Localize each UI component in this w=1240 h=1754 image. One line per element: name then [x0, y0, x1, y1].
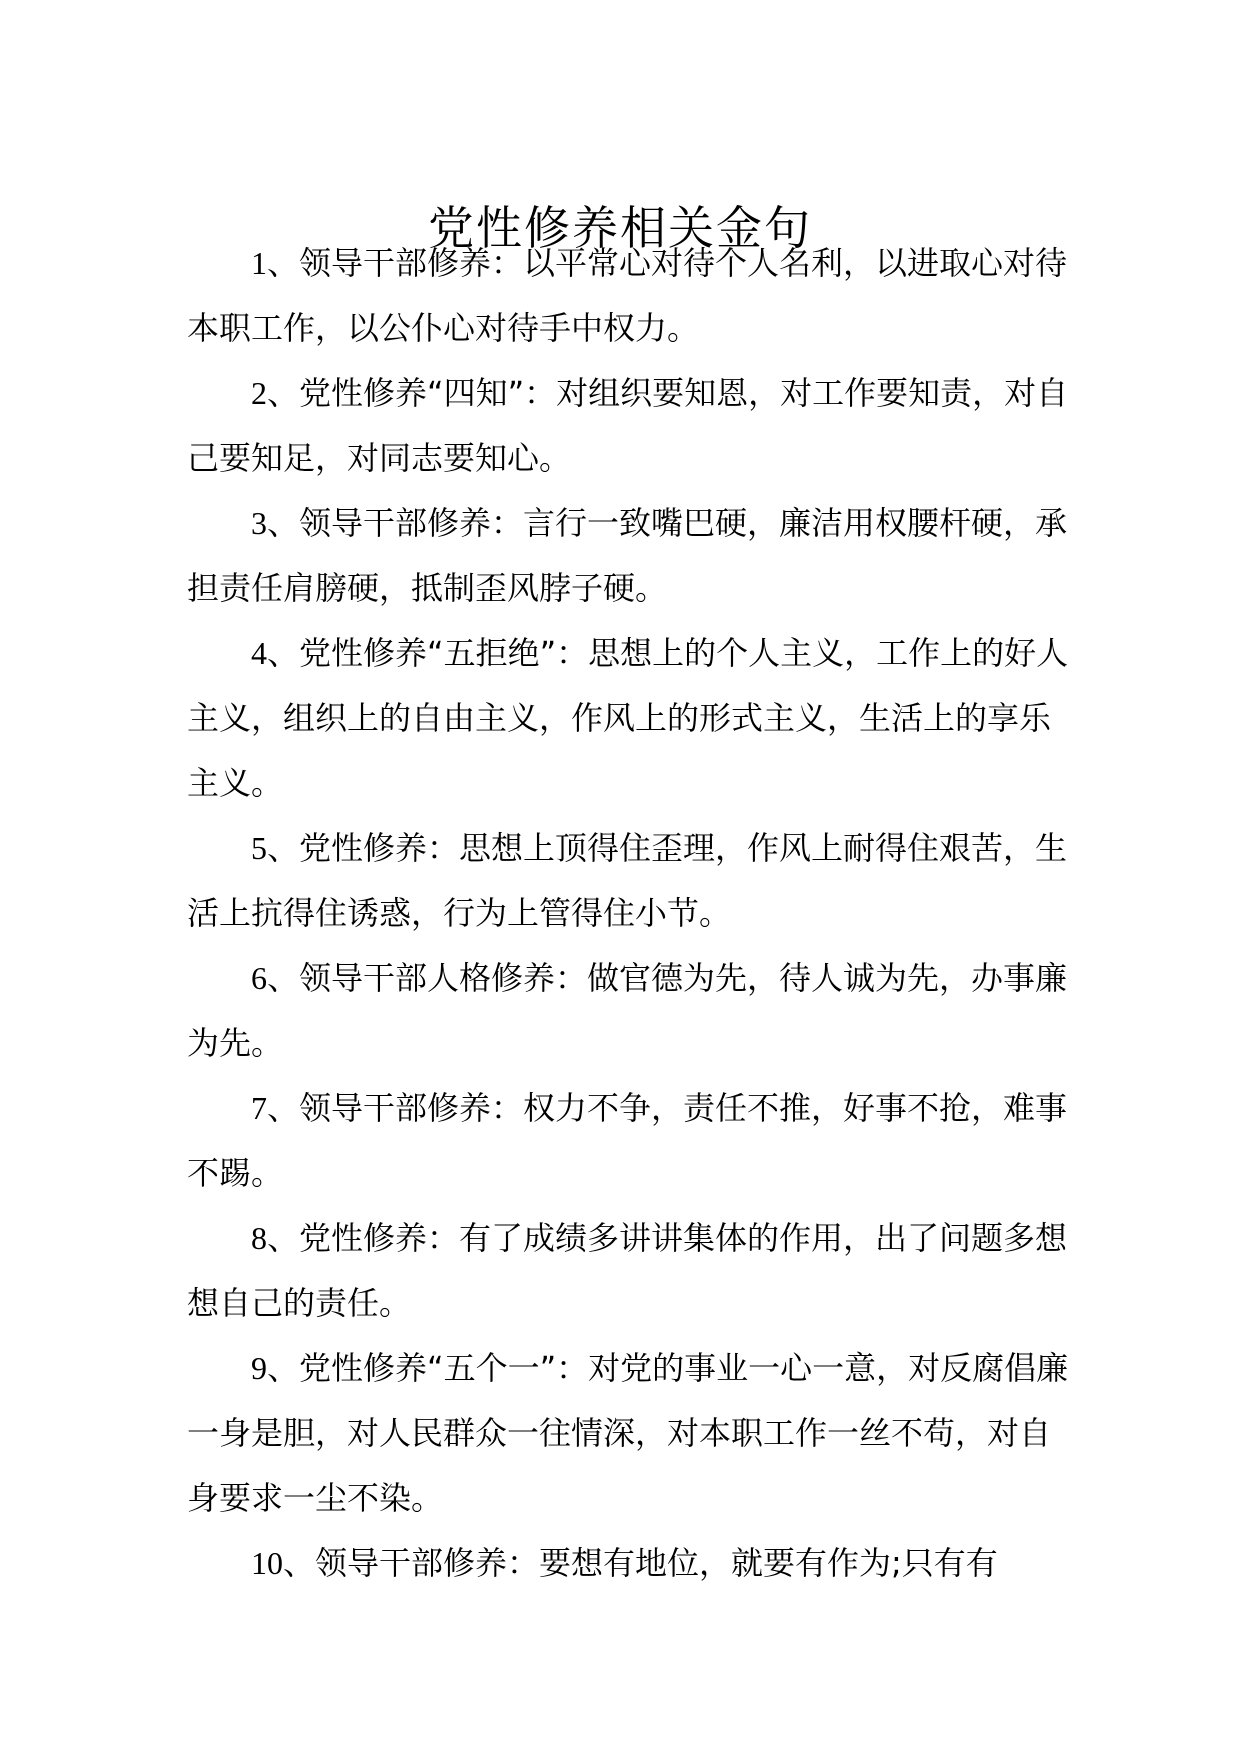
- item-number: 1: [251, 245, 267, 281]
- item-number: 9: [251, 1350, 267, 1386]
- item-number: 7: [251, 1090, 267, 1126]
- list-item: [187, 1076, 1072, 1206]
- list-item: [187, 1336, 1072, 1531]
- item-text: 、领导干部人格修养：做官德为先，待人诚为先，办事廉为先。: [187, 959, 1068, 1062]
- list-item: [187, 361, 1072, 491]
- item-number: 5: [251, 830, 267, 866]
- item-number: 8: [251, 1220, 267, 1256]
- item-number: 10: [251, 1545, 283, 1581]
- item-text: 、党性修养“四知”：对组织要知恩，对工作要知责，对自己要知足，对同志要知心。: [187, 374, 1069, 477]
- list-item: [187, 491, 1072, 621]
- document-body: [187, 231, 1072, 1596]
- item-text: 、党性修养：思想上顶得住歪理，作风上耐得住艰苦，生活上抗得住诱惑，行为上管得住小节。: [187, 829, 1068, 932]
- item-number: 3: [251, 505, 267, 541]
- list-item: [187, 1206, 1072, 1336]
- item-text: 、领导干部修养：要想有地位，就要有作为;只有有: [283, 1544, 998, 1582]
- item-text: 、党性修养：有了成绩多讲讲集体的作用，出了问题多想想自己的责任。: [187, 1219, 1068, 1322]
- list-item: [187, 816, 1072, 946]
- item-number: 4: [251, 635, 267, 671]
- list-item: [187, 1531, 1072, 1596]
- document-title: 党性修养相关金句: [428, 200, 812, 255]
- item-number: 6: [251, 960, 267, 996]
- item-text: 、党性修养“五个一”：对党的事业一心一意，对反腐倡廉一身是胆，对人民群众一往情深，对本职工作一丝不苟，对自身要求一尘不染。: [187, 1349, 1069, 1517]
- list-item: [187, 621, 1072, 816]
- item-text: 、党性修养“五拒绝”：思想上的个人主义，工作上的好人主义，组织上的自由主义，作风上的形式主义，生活上的享乐主义。: [187, 634, 1069, 802]
- item-text: 、领导干部修养：以平常心对待个人名利，以进取心对待本职工作，以公仆心对待手中权力。: [187, 244, 1068, 347]
- item-number: 2: [251, 375, 267, 411]
- list-item: [187, 946, 1072, 1076]
- list-item: [187, 231, 1072, 361]
- item-text: 、领导干部修养：权力不争，责任不推，好事不抢，难事不踢。: [187, 1089, 1068, 1192]
- item-text: 、领导干部修养：言行一致嘴巴硬，廉洁用权腰杆硬，承担责任肩膀硬，抵制歪风脖子硬。: [187, 504, 1068, 607]
